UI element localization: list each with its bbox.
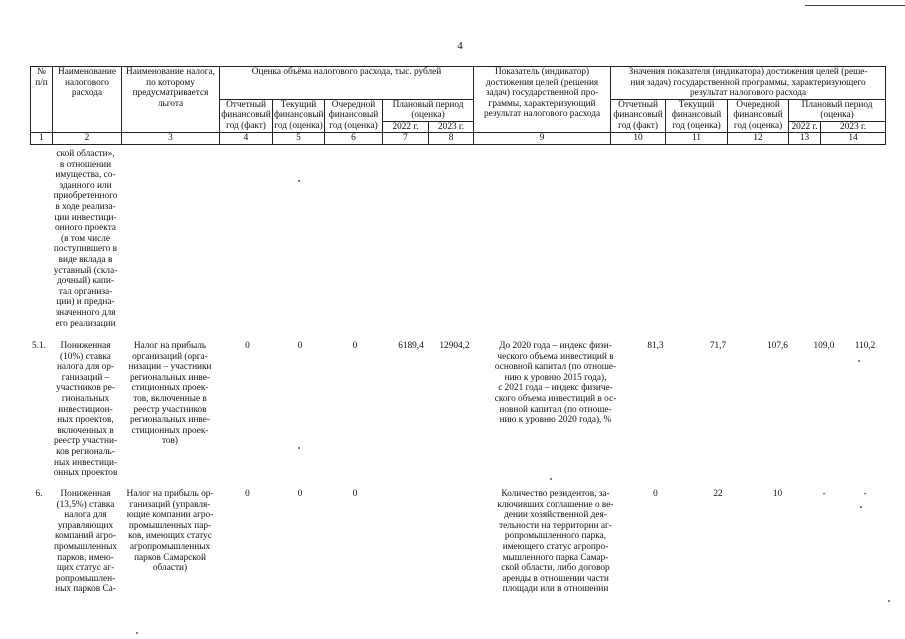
row-5-1-name: Пониженная (10%) ставка налога для ор- ганизаций – участников ре- гиональных инвестицион- ных проектов, включенных в реестр участни- ков региональ- ных инвестици- онных проектов <box>53 341 118 479</box>
row-6-value-current: 22 <box>713 489 723 499</box>
col-number: 5 <box>273 133 325 145</box>
continuation-text: ской области», в отношении имущества, со- зданного или приобретенного в ходе реализа- ции инвестици- онного проекта (в том числе поступившего в виде вклада в уставный (скла- дочный) капи- тал организа- ции) и предна- значенного для его реализации <box>53 149 118 329</box>
col-number: 8 <box>429 133 474 145</box>
row-5-1-value-reported: 81,3 <box>647 341 664 351</box>
col-number: 3 <box>122 133 220 145</box>
row-6-name: Пониженная (13,5%) ставка налога для управляющих компаний агро- промышленных парков, имею- щих статус аг- ропромышлен- ных парков Са- <box>54 489 117 595</box>
row-5-1-value-current: 71,7 <box>709 341 727 351</box>
scan-speck <box>136 632 138 634</box>
scan-speck <box>858 360 860 362</box>
row-6-tax: Налог на прибыль ор- ганизаций (управля- ющие компании агро- промышленных пар- ков, имеющих статус агропромышленных парков Самарской области) <box>126 489 214 574</box>
row-6-number: 6. <box>35 489 43 499</box>
row-6-value-next: 10 <box>772 489 783 499</box>
row-5-1-2022: 6189,4 <box>398 341 424 351</box>
header-values-current-year: Текущий финансовый год (оценка) <box>666 99 728 133</box>
header-planned-period: Плановый период (оценка) <box>383 99 474 121</box>
row-6-next: 0 <box>352 489 358 499</box>
header-current-year: Текущий финансовый год (оценка) <box>274 99 324 131</box>
col-number: 14 <box>821 133 886 145</box>
header-next-year: Очередной финансовый год (оценка) <box>325 99 383 133</box>
header-values-planned-period: Плановый период (оценка) <box>789 99 886 121</box>
row-6-current: 0 <box>297 489 303 499</box>
scan-speck <box>550 478 552 480</box>
header-reported-year: Отчетный финансовый год (факт) <box>221 99 271 131</box>
scan-speck <box>860 506 862 508</box>
scan-speck <box>298 180 300 182</box>
top-rule <box>805 5 905 6</box>
row-5-1-number: 5.1. <box>32 341 46 351</box>
row-5-1-value-2023: 110,2 <box>854 341 876 351</box>
row-5-1-indicator: До 2020 года – индекс физи- ческого объема инвестиций в основной капитал (по отноше- нию к уровню 2015 года), с 2021 года – индекс физиче- ского объема инвестиций в ос- новной капитал (по отноше- нию к уровню 2020 года), % <box>494 341 617 426</box>
header-num: № п/п <box>31 67 53 133</box>
header-name: Наименование налогового расхода <box>53 67 122 133</box>
col-number: 9 <box>474 133 611 145</box>
row-6-value-2023: - <box>863 489 867 499</box>
header-values-reported-year: Отчетный финансовый год (факт) <box>611 99 666 133</box>
col-number: 7 <box>383 133 429 145</box>
header-values-group: Значения показателя (индикатора) достижения целей (реше- ния задач) государственной программы, характеризующего результат налогового расхода <box>611 67 886 100</box>
header-values-next-year: Очередной финансовый год (оценка) <box>728 99 789 133</box>
col-number: 2 <box>53 133 122 145</box>
scan-speck <box>298 447 300 449</box>
row-5-1-reported: 0 <box>245 341 250 351</box>
header-values-year-2022: 2022 г. <box>789 121 821 133</box>
row-6-indicator: Количество резидентов, за- ключивших соглашение о ве- дении хозяйственной дея- тельности на территории аг- ропромышленного парка, имеющего статус агропро- мышленного парка Самар- ской области, либо договор аренды в отношении части площади или в отношении <box>497 489 614 595</box>
row-5-1-current: 0 <box>297 341 303 351</box>
header-year-2023: 2023 г. <box>429 121 474 133</box>
row-5-1-next: 0 <box>352 341 358 351</box>
col-number: 1 <box>31 133 53 145</box>
row-6-value-reported: 0 <box>653 489 658 499</box>
header-indicator: Показатель (индикатор) достижения целей (решения задач) государственной про- граммы, характеризующий результат налогового расхода <box>474 67 611 133</box>
col-number: 10 <box>611 133 666 145</box>
page-number: 4 <box>457 40 463 52</box>
col-number: 12 <box>728 133 789 145</box>
col-number: 4 <box>220 133 273 145</box>
header-values-year-2023: 2023 г. <box>821 121 886 133</box>
col-number: 6 <box>325 133 383 145</box>
row-6-value-2022: - <box>822 489 826 499</box>
scan-speck <box>888 600 890 602</box>
row-5-1-tax: Налог на прибыль организаций (орга- низации – участники региональных инве- стиционных проек- тов, включенные в реестр участников региональных инве- стиционных проек- тов) <box>128 341 212 447</box>
col-number: 11 <box>666 133 728 145</box>
header-table <box>30 66 886 145</box>
header-year-2022: 2022 г. <box>383 121 429 133</box>
table-body <box>30 148 885 639</box>
row-5-1-value-next: 107,6 <box>767 341 788 351</box>
col-number: 13 <box>789 133 821 145</box>
header-estimate-group: Оценка объёма налогового расхода, тыс. рублей <box>220 67 474 100</box>
row-5-1-value-2022: 109,0 <box>813 341 835 351</box>
row-5-1-2023: 12904,2 <box>439 341 470 351</box>
header-tax: Наименование налога, по которому предусматривается льгота <box>122 67 220 133</box>
row-6-reported: 0 <box>245 489 250 499</box>
